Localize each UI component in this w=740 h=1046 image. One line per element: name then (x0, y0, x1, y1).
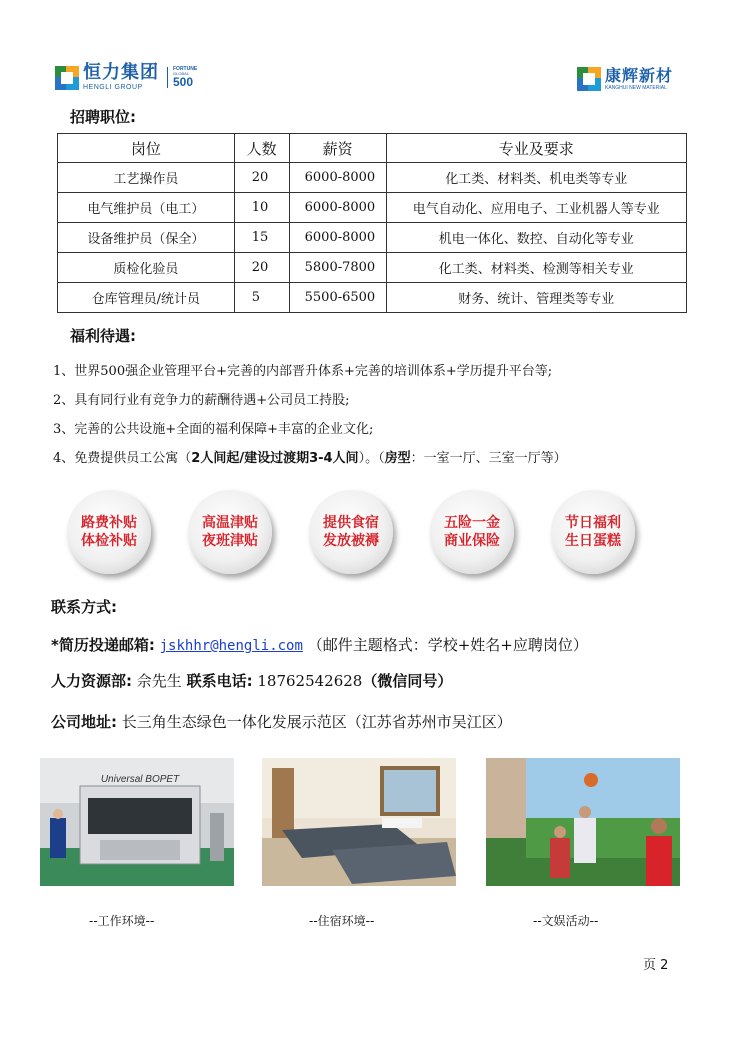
address-label: 公司地址: (51, 713, 117, 731)
fortune-label: FORTUNE (173, 66, 198, 72)
benefit-item-4 (53, 447, 567, 466)
phone-number: 18762542628 (257, 672, 363, 690)
caption-dormitory: --住宿环境-- (309, 914, 375, 928)
benefits-title: 福利待遇: (70, 327, 136, 345)
requirements-cell: 化工类、材料类、检测等相关专业 (386, 253, 686, 283)
benefit-badge-housing (309, 490, 393, 574)
hengli-logo-en: HENGLI GROUP (83, 84, 143, 91)
email-note: （邮件主题格式：学校+姓名+应聘岗位） (307, 636, 588, 654)
benefit-item-4-room-count: 2人间起/建设过渡期3-4人间 (191, 451, 359, 466)
requirements-cell: 电气自动化、应用电子、工业机器人等专业 (386, 193, 686, 223)
job-cell: 质检化验员 (58, 253, 235, 283)
hengli-logo (55, 64, 197, 91)
table-header-row (58, 134, 687, 163)
count-cell: 10 (234, 193, 289, 223)
benefit-item-4-room-type-label: 房型 (384, 451, 411, 466)
benefit-badge-allowance (188, 490, 272, 574)
badge-line: 生日蛋糕 (565, 533, 621, 549)
benefit-item-1: 1、世界500强企业管理平台+完善的内部晋升体系+完善的培训体系+学历提升平台等; (53, 364, 553, 379)
phone-label: 联系电话: (186, 672, 253, 690)
salary-cell: 5800-7800 (289, 253, 386, 283)
count-cell: 15 (234, 223, 289, 253)
benefit-badge-travel (67, 490, 151, 574)
dormitory-photo (262, 758, 456, 886)
salary-cell: 6000-8000 (289, 193, 386, 223)
machine-label: Universal BOPET (100, 774, 180, 785)
badge-line: 高温津贴 (202, 514, 258, 531)
badge-line: 路费补贴 (81, 514, 137, 531)
email-label: *简历投递邮箱: (51, 636, 155, 654)
count-cell: 5 (234, 283, 289, 313)
count-cell: 20 (234, 163, 289, 193)
positions-title: 招聘职位: (70, 108, 136, 126)
hengli-logo-cn: 恒力集团 (83, 62, 159, 83)
salary-cell: 6000-8000 (289, 163, 386, 193)
address-value: 长三角生态绿色一体化发展示范区（江苏省苏州市吴江区） (121, 713, 512, 731)
requirements-cell: 化工类、材料类、机电类等专业 (386, 163, 686, 193)
header-job: 岗位 (58, 134, 235, 163)
hr-name: 佘先生 (136, 672, 182, 690)
benefit-item-2: 2、具有同行业有竞争力的薪酬待遇+公司员工持股; (53, 393, 350, 408)
table-row (58, 163, 687, 193)
recreation-photo (486, 758, 680, 886)
address-line (51, 711, 512, 732)
contact-title: 联系方式: (51, 598, 117, 616)
hr-label: 人力资源部: (51, 672, 132, 690)
positions-table (57, 133, 687, 313)
header-count: 人数 (234, 134, 289, 163)
benefit-badge-insurance (430, 490, 514, 574)
caption-work: --工作环境-- (89, 914, 155, 928)
benefit-item-4-prefix: 4、免费提供员工公寓（ (53, 451, 192, 466)
badge-line: 五险一金 (444, 514, 500, 531)
phone-note: （微信同号） (362, 672, 453, 690)
header-salary: 薪资 (289, 134, 386, 163)
header-requirements: 专业及要求 (386, 134, 686, 163)
benefit-item-4-mid: ）。（ (358, 451, 385, 466)
fortune-number: 500 (173, 75, 194, 89)
work-environment-photo (40, 758, 234, 886)
job-cell: 设备维护员（保全） (58, 223, 235, 253)
email-link[interactable]: jskhhr@hengli.com (159, 638, 303, 654)
table-row (58, 193, 687, 223)
badge-line: 提供食宿 (323, 514, 379, 531)
table-row (58, 283, 687, 313)
badge-line: 发放被褥 (323, 533, 379, 549)
badge-line: 商业保险 (444, 533, 500, 549)
badge-line: 夜班津贴 (202, 533, 258, 549)
kanghui-logo (577, 67, 673, 91)
email-line (51, 634, 588, 655)
hr-line (51, 670, 452, 691)
job-cell: 工艺操作员 (58, 163, 235, 193)
salary-cell: 6000-8000 (289, 223, 386, 253)
kanghui-logo-cn: 康辉新材 (605, 65, 674, 85)
caption-recreation: --文娱活动-- (533, 914, 599, 928)
badge-line: 体检补贴 (81, 533, 137, 549)
table-row (58, 253, 687, 283)
benefit-item-4-suffix: ：一室一厅、三室一厅等） (410, 451, 567, 466)
kanghui-logo-en: KANGHUI NEW MATERIAL (605, 84, 667, 91)
job-cell: 电气维护员（电工） (58, 193, 235, 223)
badge-line: 节日福利 (565, 514, 621, 531)
page-number: 页 2 (643, 958, 669, 973)
requirements-cell: 财务、统计、管理类等专业 (386, 283, 686, 313)
job-cell: 仓库管理员/统计员 (58, 283, 235, 313)
count-cell: 20 (234, 253, 289, 283)
table-row (58, 223, 687, 253)
salary-cell: 5500-6500 (289, 283, 386, 313)
kanghui-logo-icon (577, 67, 601, 91)
benefit-badge-holiday (551, 490, 635, 574)
fortune-global-label: GLOBAL (173, 71, 190, 76)
fortune-500-badge (167, 67, 197, 88)
hengli-logo-icon (55, 66, 79, 90)
benefit-item-3: 3、完善的公共设施+全面的福利保障+丰富的企业文化; (53, 422, 374, 437)
requirements-cell: 机电一体化、数控、自动化等专业 (386, 223, 686, 253)
